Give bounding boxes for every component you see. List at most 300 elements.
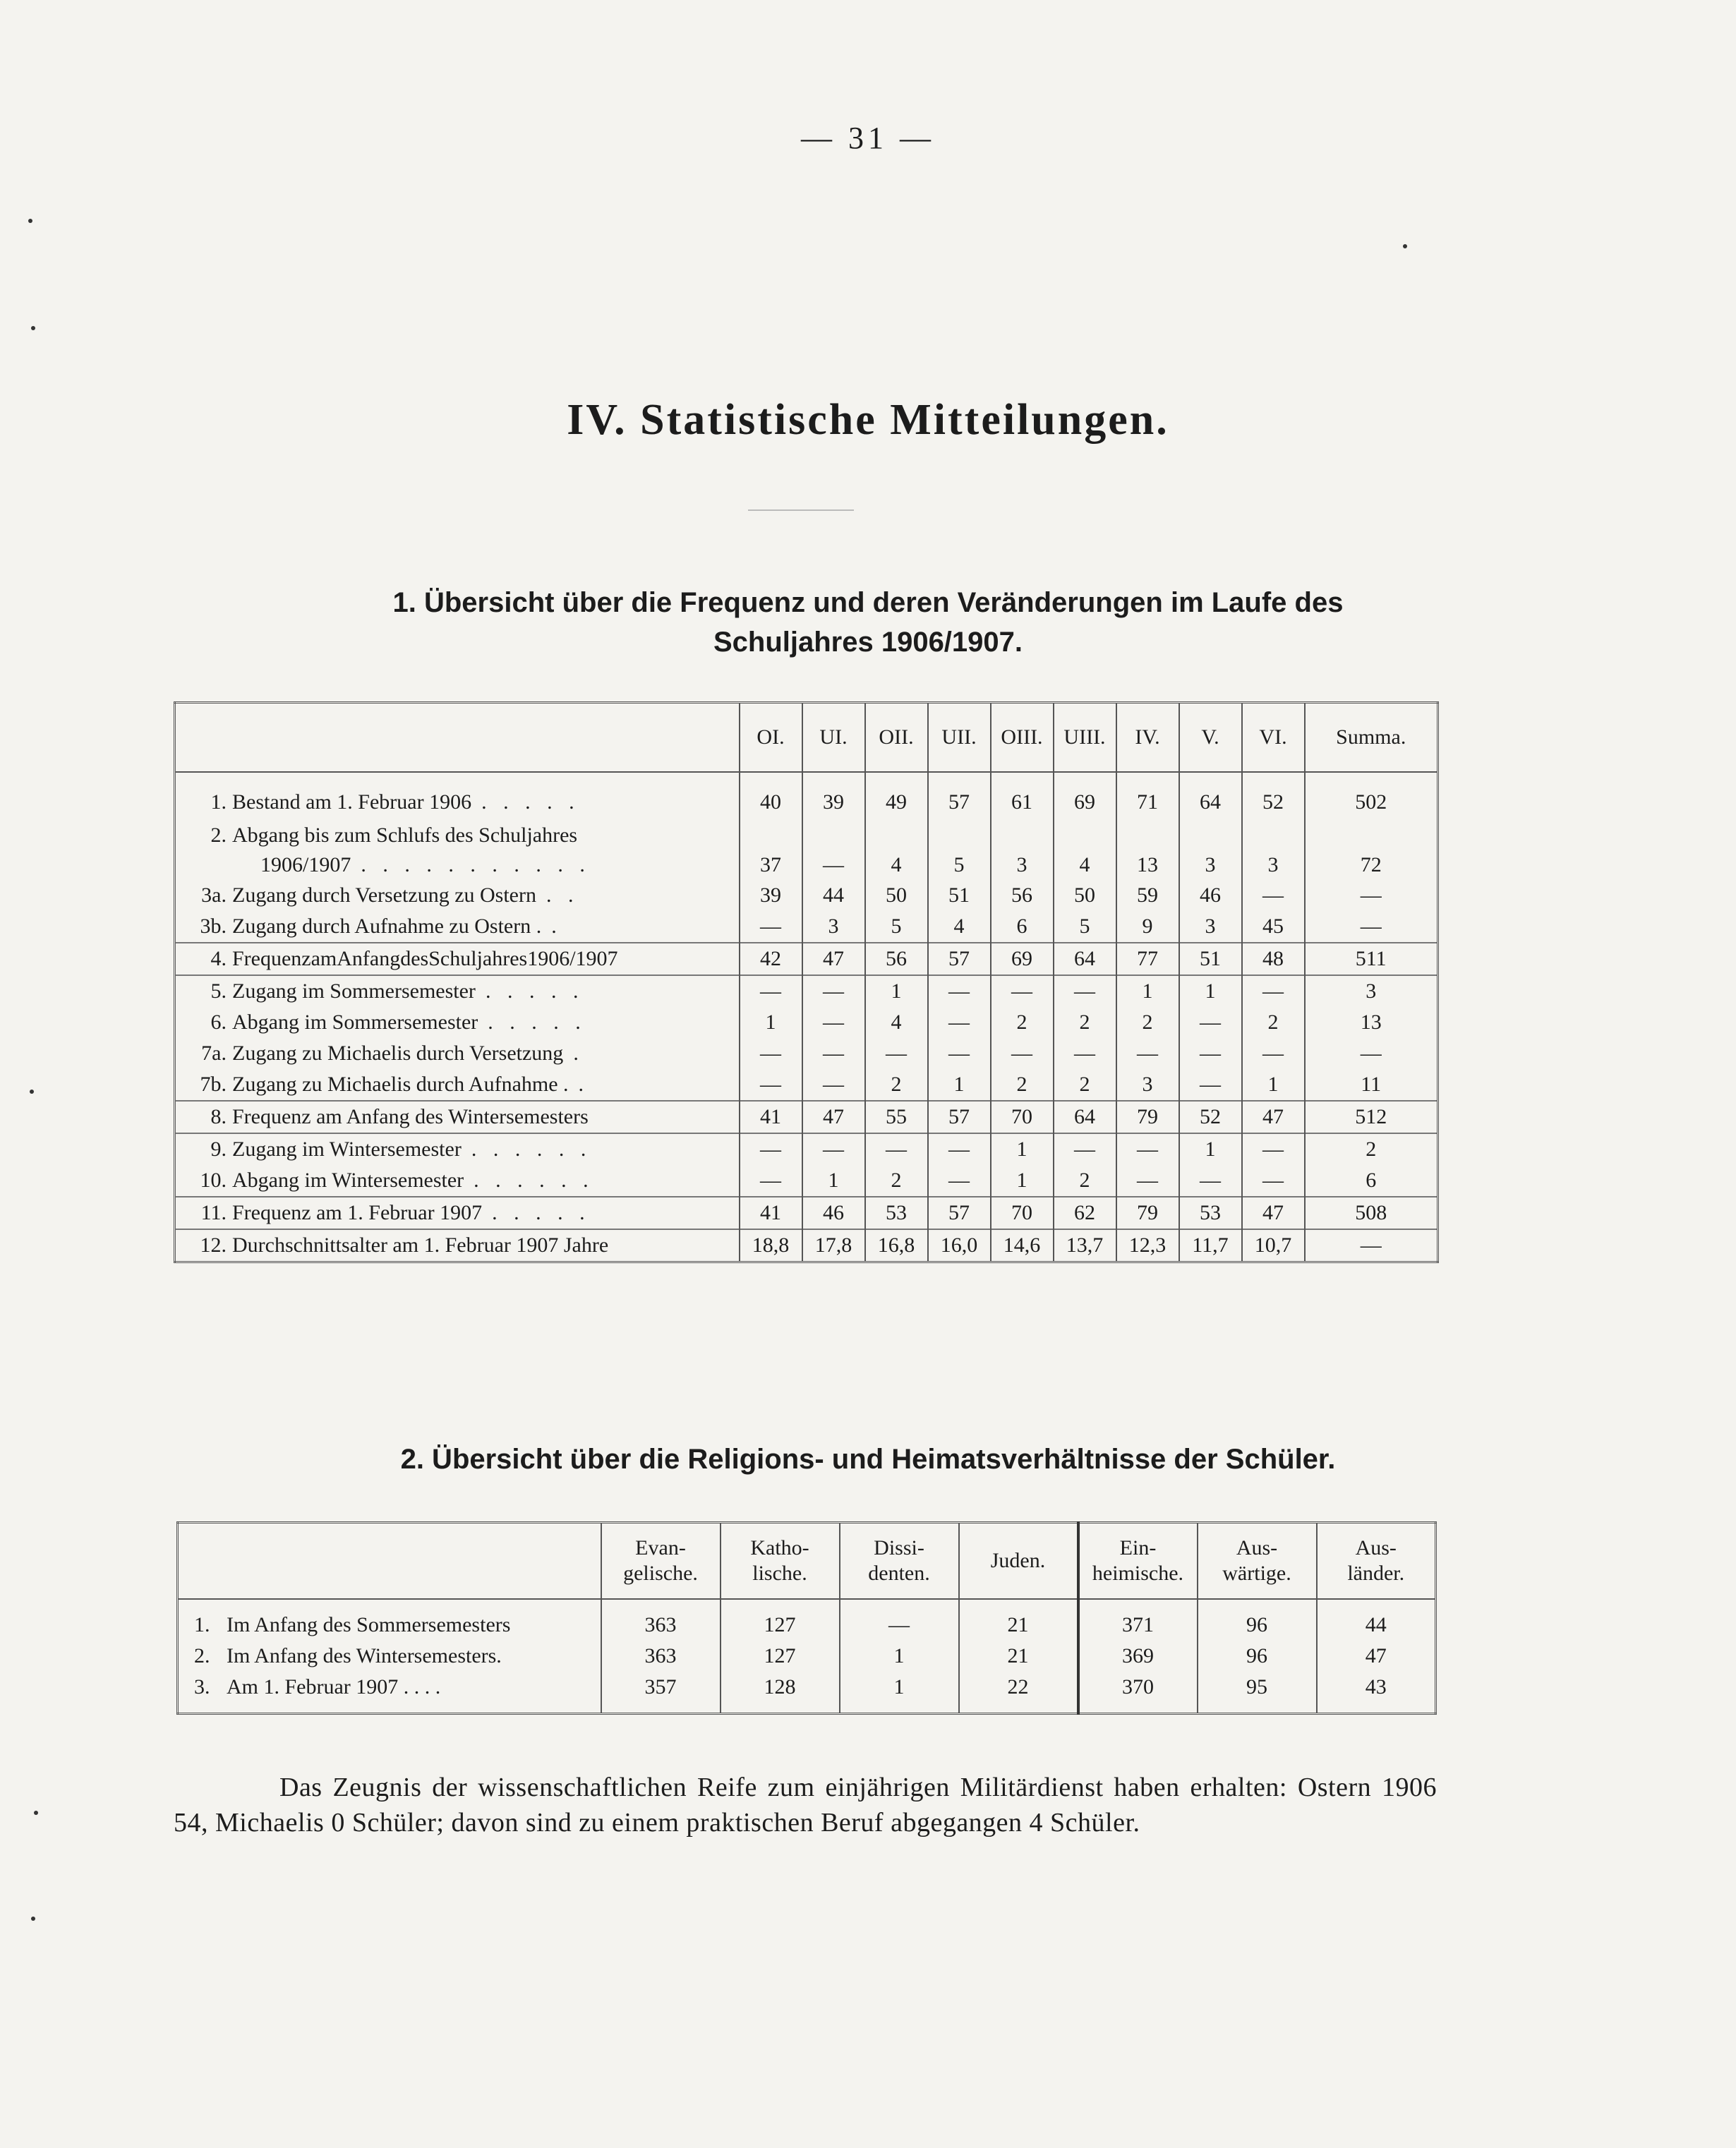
table-cell: 2 xyxy=(1305,1133,1438,1165)
table-row xyxy=(175,911,1438,943)
row-number: 4. xyxy=(210,947,227,970)
header-line-2: denten. xyxy=(868,1562,930,1585)
table-cell: 53 xyxy=(865,1197,928,1229)
table-cell: — xyxy=(1054,1133,1116,1165)
table-cell: 1 xyxy=(865,975,928,1007)
column-header: Summa. xyxy=(1305,703,1438,773)
table-cell: 51 xyxy=(1179,943,1242,975)
row-label xyxy=(175,1007,740,1038)
table-cell: 5 xyxy=(928,818,991,880)
label-line-2: 1906/1907 xyxy=(260,853,351,876)
table-cell: 21 xyxy=(959,1599,1078,1641)
label-line: Abgang bis zum Schlufs des Schuljahres xyxy=(232,823,578,847)
row-number: 6. xyxy=(210,1010,227,1034)
label-line: Zugang zu Michaelis durch Aufnahme . xyxy=(232,1073,569,1096)
table-cell: — xyxy=(802,1038,865,1069)
table-cell: 12,3 xyxy=(1116,1229,1179,1262)
row-label xyxy=(175,1229,740,1262)
label-line: Abgang im Wintersemester xyxy=(232,1169,464,1192)
table-cell: 2 xyxy=(1054,1165,1116,1197)
table-cell: 46 xyxy=(802,1197,865,1229)
label-line: Zugang zu Michaelis durch Versetzung xyxy=(232,1042,564,1065)
leader-dots: . . . . . xyxy=(488,1010,586,1034)
table-cell: 70 xyxy=(991,1197,1054,1229)
section1-title-line1: 1. Übersicht über die Frequenz und deren Veränderungen im Laufe des xyxy=(392,587,1344,618)
table-cell: 17,8 xyxy=(802,1229,865,1262)
table-cell: 371 xyxy=(1078,1599,1198,1641)
table-row xyxy=(175,1229,1438,1262)
table-cell: 357 xyxy=(601,1672,721,1714)
table-cell: 47 xyxy=(802,1101,865,1133)
table-row xyxy=(178,1641,1436,1672)
row-label xyxy=(175,943,740,975)
table-row xyxy=(175,1007,1438,1038)
leader-dots: . . . . . . . . . . . xyxy=(361,853,591,876)
table-cell: 512 xyxy=(1305,1101,1438,1133)
table-cell: — xyxy=(802,975,865,1007)
table-cell: — xyxy=(928,1038,991,1069)
header-line: Juden. xyxy=(990,1549,1046,1572)
religion-table-body xyxy=(178,1599,1436,1714)
table-row xyxy=(175,880,1438,911)
table-cell: 16,8 xyxy=(865,1229,928,1262)
table-cell: 52 xyxy=(1179,1101,1242,1133)
table-cell: 59 xyxy=(1116,880,1179,911)
table-cell: 2 xyxy=(991,1069,1054,1101)
table-cell: 79 xyxy=(1116,1197,1179,1229)
table-cell: — xyxy=(1305,1229,1438,1262)
table-cell: — xyxy=(1179,1038,1242,1069)
table-cell: — xyxy=(1305,880,1438,911)
column-header xyxy=(959,1523,1078,1600)
table-cell: 70 xyxy=(991,1101,1054,1133)
table-cell: 1 xyxy=(1179,975,1242,1007)
column-header: IV. xyxy=(1116,703,1179,773)
section1-title-line2: Schuljahres 1906/1907. xyxy=(713,627,1023,658)
table-cell: 127 xyxy=(721,1599,840,1641)
table-cell: 44 xyxy=(802,880,865,911)
table-cell: 511 xyxy=(1305,943,1438,975)
table-cell: — xyxy=(740,911,802,943)
header-line: Evan- xyxy=(635,1536,686,1559)
table-cell: 51 xyxy=(928,880,991,911)
table-cell: — xyxy=(1116,1038,1179,1069)
table-cell: — xyxy=(928,975,991,1007)
table-cell: — xyxy=(1116,1165,1179,1197)
table-cell: 3 xyxy=(1305,975,1438,1007)
row-label xyxy=(175,1069,740,1101)
leader-dots: . xyxy=(578,1073,590,1096)
row-label xyxy=(178,1641,601,1672)
row-label xyxy=(175,818,740,880)
row-label-text xyxy=(232,1007,586,1038)
scan-speck xyxy=(1403,244,1407,248)
row-label xyxy=(175,1165,740,1197)
column-header: OIII. xyxy=(991,703,1054,773)
table-cell: 57 xyxy=(928,1197,991,1229)
header-blank xyxy=(178,1523,601,1600)
table-row xyxy=(175,1197,1438,1229)
frequency-header-row xyxy=(175,703,1438,773)
table-cell: 2 xyxy=(865,1069,928,1101)
row-label xyxy=(178,1672,601,1714)
row-number: 7a. xyxy=(201,1042,227,1065)
table-cell: 3 xyxy=(1179,818,1242,880)
frequency-table xyxy=(174,701,1439,1263)
table-row xyxy=(178,1599,1436,1641)
label-line: Frequenz am Anfang des Wintersemesters xyxy=(232,1105,589,1128)
table-cell: — xyxy=(1242,880,1305,911)
row-number: 1. xyxy=(210,790,227,814)
row-label-text xyxy=(232,1069,589,1100)
table-row xyxy=(175,772,1438,818)
table-cell: 508 xyxy=(1305,1197,1438,1229)
table-cell: 14,6 xyxy=(991,1229,1054,1262)
table-cell: 1 xyxy=(928,1069,991,1101)
table-cell: — xyxy=(991,1038,1054,1069)
table-cell: 3 xyxy=(1242,818,1305,880)
table-cell: 128 xyxy=(721,1672,840,1714)
table-row xyxy=(175,1133,1438,1165)
table-cell: 43 xyxy=(1317,1672,1436,1714)
table-cell: 44 xyxy=(1317,1599,1436,1641)
table-row xyxy=(175,975,1438,1007)
table-row xyxy=(175,943,1438,975)
header-line: Aus- xyxy=(1355,1536,1397,1559)
row-label-text: Im Anfang des Sommersemesters xyxy=(227,1613,511,1636)
leader-dots: . . . . . . xyxy=(474,1169,594,1192)
row-label xyxy=(175,1038,740,1069)
table-cell: 18,8 xyxy=(740,1229,802,1262)
table-cell: 3 xyxy=(991,818,1054,880)
column-header: V. xyxy=(1179,703,1242,773)
column-header xyxy=(840,1523,959,1600)
label-line: Zugang durch Aufnahme zu Ostern . xyxy=(232,915,542,938)
header-line-2: lische. xyxy=(752,1562,807,1585)
table-cell: 52 xyxy=(1242,772,1305,818)
column-header xyxy=(721,1523,840,1600)
table-cell: 69 xyxy=(1054,772,1116,818)
row-label xyxy=(175,1133,740,1165)
table-cell: — xyxy=(740,1038,802,1069)
leader-dots: . . xyxy=(546,883,579,907)
table-cell: — xyxy=(802,1007,865,1038)
table-cell: — xyxy=(865,1038,928,1069)
table-cell: 13,7 xyxy=(1054,1229,1116,1262)
leader-dots: . . . . . xyxy=(485,979,584,1003)
table-cell: 47 xyxy=(1242,1197,1305,1229)
table-cell: 40 xyxy=(740,772,802,818)
column-header: VI. xyxy=(1242,703,1305,773)
table-cell: 2 xyxy=(1116,1007,1179,1038)
table-cell: 11 xyxy=(1305,1069,1438,1101)
table-cell: 39 xyxy=(740,880,802,911)
table-cell: 50 xyxy=(865,880,928,911)
row-label xyxy=(175,1197,740,1229)
column-header: OII. xyxy=(865,703,928,773)
table-cell: 96 xyxy=(1198,1599,1317,1641)
table-cell: 2 xyxy=(991,1007,1054,1038)
column-header xyxy=(1078,1523,1198,1600)
table-cell: — xyxy=(1179,1069,1242,1101)
table-cell: — xyxy=(740,1165,802,1197)
table-cell: — xyxy=(865,1133,928,1165)
table-cell: 1 xyxy=(991,1165,1054,1197)
table-cell: 47 xyxy=(1317,1641,1436,1672)
row-label xyxy=(175,1101,740,1133)
table-cell: 5 xyxy=(1054,911,1116,943)
table-cell: 5 xyxy=(865,911,928,943)
label-line: Bestand am 1. Februar 1906 xyxy=(232,790,472,814)
row-number: 3. xyxy=(194,1675,210,1699)
table-cell: 13 xyxy=(1305,1007,1438,1038)
row-number: 3a. xyxy=(201,883,227,907)
table-cell: — xyxy=(740,1069,802,1101)
row-label-text xyxy=(232,821,591,880)
section1-title xyxy=(268,583,1468,662)
leader-dots: . . . . . . xyxy=(471,1138,592,1161)
table-cell: — xyxy=(1305,911,1438,943)
header-line-2: wärtige. xyxy=(1222,1562,1291,1585)
table-cell: 3 xyxy=(802,911,865,943)
table-cell: 56 xyxy=(865,943,928,975)
header-line-2: heimische. xyxy=(1092,1562,1184,1585)
header-line: Dissi- xyxy=(874,1536,924,1559)
row-label-text xyxy=(232,880,579,911)
table-cell: 47 xyxy=(1242,1101,1305,1133)
row-label-text: Am 1. Februar 1907 . . . . xyxy=(227,1675,441,1699)
row-label-text xyxy=(232,976,584,1007)
table-cell: 3 xyxy=(1116,1069,1179,1101)
table-cell: 6 xyxy=(1305,1165,1438,1197)
table-cell: 1 xyxy=(740,1007,802,1038)
row-number: 7b. xyxy=(200,1073,227,1096)
table-cell: 127 xyxy=(721,1641,840,1672)
row-label xyxy=(175,880,740,911)
scan-speck xyxy=(34,1811,38,1815)
row-number: 8. xyxy=(210,1105,227,1128)
scan-speck xyxy=(31,326,35,330)
table-cell: 13 xyxy=(1116,818,1179,880)
table-row xyxy=(175,1038,1438,1069)
table-cell: — xyxy=(1179,1165,1242,1197)
row-label-text xyxy=(232,1230,618,1261)
header-line: Aus- xyxy=(1236,1536,1278,1559)
table-cell: 64 xyxy=(1054,943,1116,975)
table-row xyxy=(175,818,1438,880)
column-header xyxy=(1198,1523,1317,1600)
table-cell: 42 xyxy=(740,943,802,975)
table-cell: 22 xyxy=(959,1672,1078,1714)
header-line-2: gelische. xyxy=(623,1562,698,1585)
table-cell: 41 xyxy=(740,1197,802,1229)
table-row xyxy=(175,1069,1438,1101)
scan-speck xyxy=(28,219,32,223)
row-number: 11. xyxy=(200,1201,227,1224)
column-header: UIII. xyxy=(1054,703,1116,773)
table-cell: 1 xyxy=(1116,975,1179,1007)
leader-dots: . . . . . xyxy=(481,790,580,814)
table-cell: 2 xyxy=(1242,1007,1305,1038)
header-line-2: länder. xyxy=(1347,1562,1405,1585)
table-cell: 71 xyxy=(1116,772,1179,818)
row-label xyxy=(178,1599,601,1641)
table-cell: 6 xyxy=(991,911,1054,943)
label-line: Zugang im Sommersemester xyxy=(232,979,476,1003)
row-number: 2. xyxy=(210,823,227,847)
column-header xyxy=(1317,1523,1436,1600)
header-line: Ein- xyxy=(1119,1536,1157,1559)
row-label xyxy=(175,911,740,943)
table-cell: 57 xyxy=(928,943,991,975)
table-cell: — xyxy=(1242,1133,1305,1165)
leader-dots: . xyxy=(573,1042,584,1065)
table-cell: 62 xyxy=(1054,1197,1116,1229)
label-line: Zugang durch Versetzung zu Ostern xyxy=(232,883,536,907)
table-cell: 1 xyxy=(840,1641,959,1672)
table-cell: 502 xyxy=(1305,772,1438,818)
frequency-table-body xyxy=(175,772,1438,1262)
row-label-text xyxy=(232,1197,591,1229)
table-cell: 1 xyxy=(1179,1133,1242,1165)
table-cell: 56 xyxy=(991,880,1054,911)
row-label-text xyxy=(232,911,562,942)
leader-dots: . xyxy=(551,915,562,938)
table-cell: 64 xyxy=(1179,772,1242,818)
table-cell: 48 xyxy=(1242,943,1305,975)
table-cell: 1 xyxy=(802,1165,865,1197)
row-number: 10. xyxy=(200,1169,227,1192)
table-cell: 41 xyxy=(740,1101,802,1133)
table-cell: 16,0 xyxy=(928,1229,991,1262)
table-cell: 363 xyxy=(601,1641,721,1672)
table-cell: 4 xyxy=(1054,818,1116,880)
table-cell: — xyxy=(840,1599,959,1641)
table-cell: 61 xyxy=(991,772,1054,818)
table-cell: 2 xyxy=(865,1165,928,1197)
table-cell: — xyxy=(1242,1038,1305,1069)
column-header: UII. xyxy=(928,703,991,773)
table-cell: 3 xyxy=(1179,911,1242,943)
table-cell: — xyxy=(1179,1007,1242,1038)
table-cell: 369 xyxy=(1078,1641,1198,1672)
main-title: IV. Statistische Mitteilungen. xyxy=(567,396,1169,444)
table-cell: 10,7 xyxy=(1242,1229,1305,1262)
table-cell: — xyxy=(928,1007,991,1038)
table-cell: 2 xyxy=(1054,1007,1116,1038)
page-number: — 31 — xyxy=(801,121,935,155)
header-line: Katho- xyxy=(750,1536,809,1559)
table-cell: 47 xyxy=(802,943,865,975)
row-label-text xyxy=(232,943,628,975)
column-header: OI. xyxy=(740,703,802,773)
table-cell: 79 xyxy=(1116,1101,1179,1133)
table-cell: 77 xyxy=(1116,943,1179,975)
leader-dots: . . . . . xyxy=(492,1201,591,1224)
scan-speck xyxy=(31,1917,35,1921)
row-number: 12. xyxy=(200,1233,227,1257)
section2-title: 2. Übersicht über die Religions- und Heimatsverhältnisse der Schüler. xyxy=(400,1444,1336,1475)
row-number: 5. xyxy=(210,979,227,1003)
table-cell: 72 xyxy=(1305,818,1438,880)
table-cell: 45 xyxy=(1242,911,1305,943)
table-row xyxy=(178,1672,1436,1714)
table-cell: 4 xyxy=(865,1007,928,1038)
religion-header-row xyxy=(178,1523,1436,1600)
table-cell: 95 xyxy=(1198,1672,1317,1714)
table-cell: — xyxy=(928,1133,991,1165)
table-cell: 39 xyxy=(802,772,865,818)
table-cell: 46 xyxy=(1179,880,1242,911)
table-row xyxy=(175,1101,1438,1133)
row-number: 3b. xyxy=(200,915,227,938)
label-line: Durchschnittsalter am 1. Februar 1907 Jahre xyxy=(232,1233,609,1257)
header-blank xyxy=(175,703,740,773)
row-number: 2. xyxy=(194,1644,210,1667)
table-cell: 1 xyxy=(991,1133,1054,1165)
table-cell: 363 xyxy=(601,1599,721,1641)
table-cell: 4 xyxy=(865,818,928,880)
table-cell: — xyxy=(1242,975,1305,1007)
table-cell: 50 xyxy=(1054,880,1116,911)
table-cell: 21 xyxy=(959,1641,1078,1672)
table-cell: 11,7 xyxy=(1179,1229,1242,1262)
table-cell: 370 xyxy=(1078,1672,1198,1714)
table-cell: — xyxy=(1242,1165,1305,1197)
table-cell: — xyxy=(1054,975,1116,1007)
table-cell: 57 xyxy=(928,772,991,818)
table-cell: 55 xyxy=(865,1101,928,1133)
table-cell: 37 xyxy=(740,818,802,880)
table-cell: 49 xyxy=(865,772,928,818)
table-cell: — xyxy=(991,975,1054,1007)
table-cell: — xyxy=(802,1069,865,1101)
row-label-text xyxy=(232,1038,584,1069)
closing-paragraph: Das Zeugnis der wissenschaftlichen Reife zum einjährigen Militärdienst haben erhalten: Ostern 1906 54, Michaelis 0 Schüler; davon sind zu einem praktischen Beruf abgegangen 4 Schüler. xyxy=(174,1773,1437,1838)
row-label xyxy=(175,975,740,1007)
column-header xyxy=(601,1523,721,1600)
row-label-text: Im Anfang des Wintersemesters. xyxy=(227,1644,502,1667)
table-cell: — xyxy=(1116,1133,1179,1165)
scan-speck xyxy=(30,1090,34,1094)
column-header: UI. xyxy=(802,703,865,773)
table-cell: 9 xyxy=(1116,911,1179,943)
table-cell: 69 xyxy=(991,943,1054,975)
table-cell: 4 xyxy=(928,911,991,943)
row-label xyxy=(175,772,740,818)
table-cell: 2 xyxy=(1054,1069,1116,1101)
table-cell: — xyxy=(928,1165,991,1197)
row-number: 9. xyxy=(210,1138,227,1161)
religion-table xyxy=(176,1521,1437,1715)
table-cell: — xyxy=(802,1133,865,1165)
row-label-text xyxy=(232,1165,594,1196)
divider xyxy=(748,509,854,511)
row-number: 1. xyxy=(194,1613,210,1636)
label-line: Abgang im Sommersemester xyxy=(232,1010,478,1034)
table-cell: 64 xyxy=(1054,1101,1116,1133)
label-line: FrequenzamAnfangdesSchuljahres1906/1907 xyxy=(232,947,618,970)
table-cell: — xyxy=(740,1133,802,1165)
table-cell: 57 xyxy=(928,1101,991,1133)
table-cell: — xyxy=(1054,1038,1116,1069)
table-cell: 1 xyxy=(1242,1069,1305,1101)
table-cell: 96 xyxy=(1198,1641,1317,1672)
table-cell: 53 xyxy=(1179,1197,1242,1229)
row-label-text xyxy=(232,1102,598,1133)
table-cell: — xyxy=(740,975,802,1007)
label-line: Zugang im Wintersemester xyxy=(232,1138,462,1161)
